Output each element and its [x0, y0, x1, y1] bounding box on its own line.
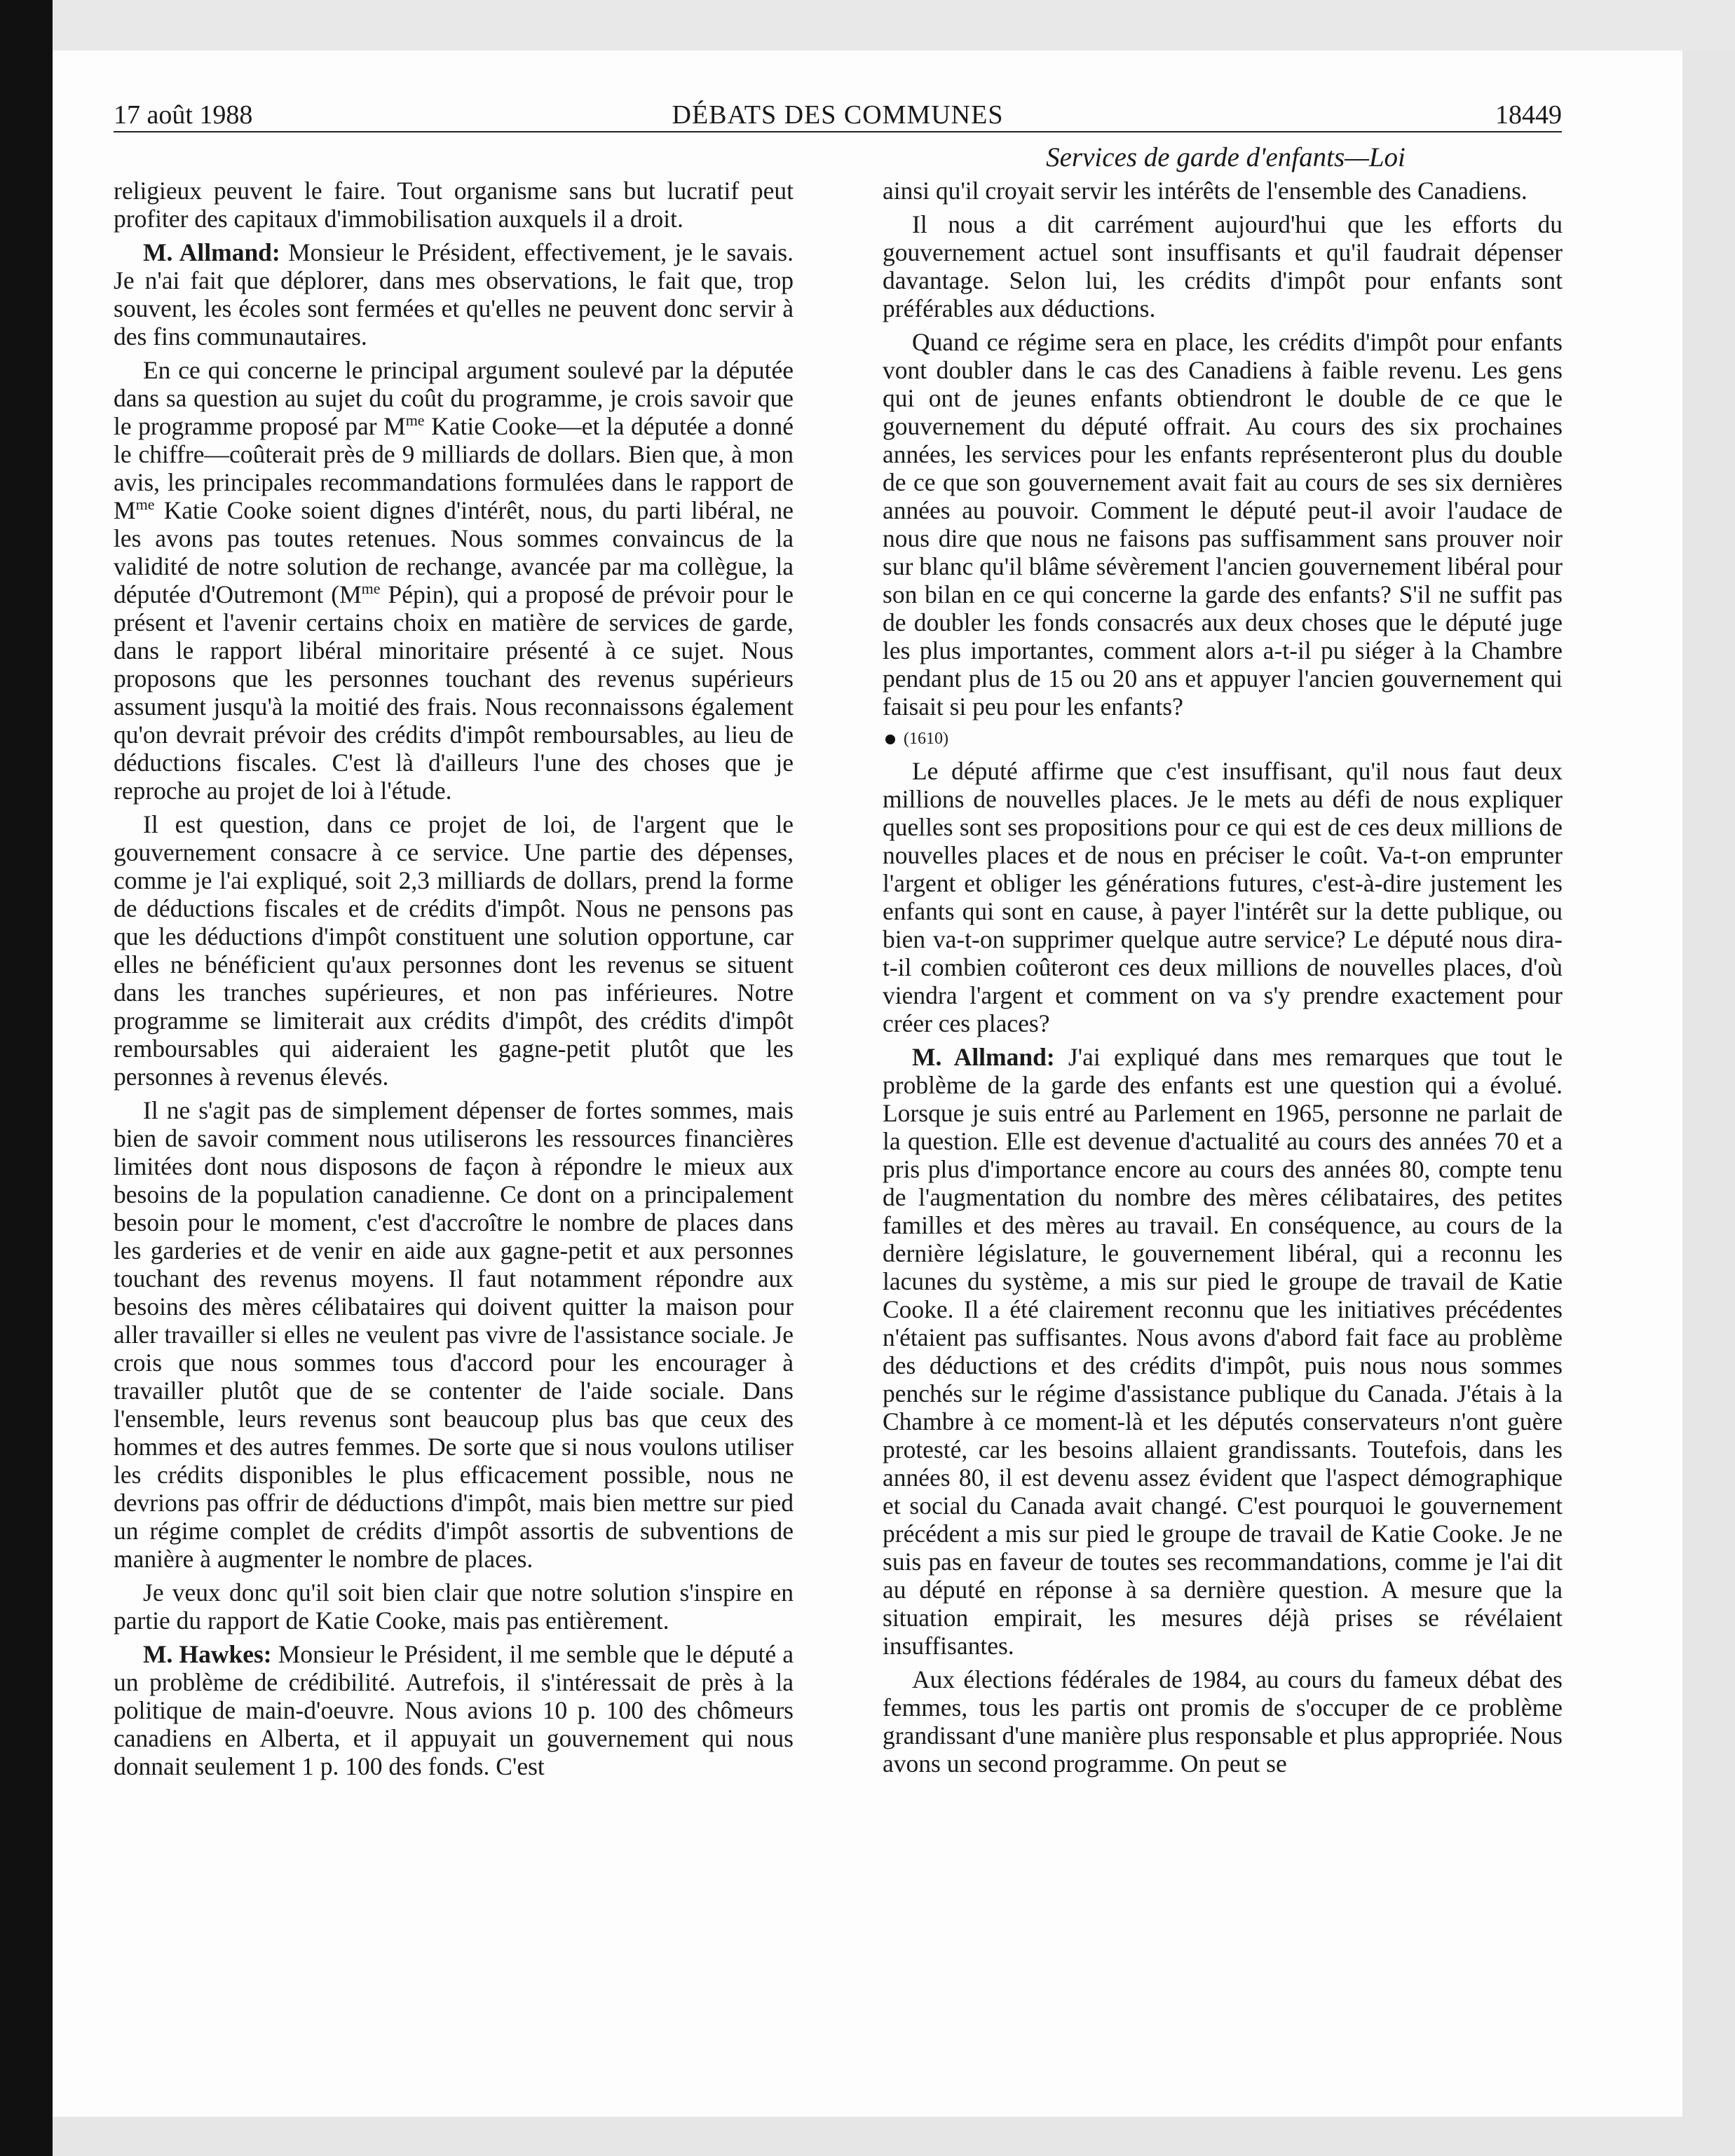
page-header [114, 98, 1562, 132]
paragraph: Quand ce régime sera en place, les crédits d'impôt pour enfants vont doubler dans le cas des Canadiens à faible revenu. Les gens qui ont de jeunes enfants obtiendront le double de ce que le gouvernement du député offrait. Au cours des six prochaines années, les services pour les enfants représenteront plus du double de ce que son gouvernement avait fait au cours de ses six dernières années au pouvoir. Comment le député peut-il avoir l'audace de nous dire que nous ne faisons pas suffisamment sans prouver noir sur blanc qu'il blâme sévèrement l'ancien gouvernement libéral pour son bilan en ce qui concerne la garde des enfants? S'il ne suffit pas de doubler les fonds consacrés aux deux choses que le député juge les plus importantes, comment alors a-t-il pu siéger à la Chambre pendant plus de 15 ou 20 ans et appuyer l'ancien gouvernement qui faisait si peu pour les enfants? [883, 328, 1563, 721]
scan-top-margin [0, 0, 1735, 50]
paragraph: Il ne s'agit pas de simplement dépenser de fortes sommes, mais bien de savoir comment nous utiliserons les ressources financières limitées dont nous disposons de façon à répondre le mieux aux besoins de la population canadienne. Ce dont on a principalement besoin pour le moment, c'est d'accroître le nombre de places dans les garderies et de venir en aide aux gagne-petit et aux personnes touchant des revenus moyens. Il faut notamment répondre aux besoins des mères célibataires qui doivent quitter la maison pour aller travailler si elles ne veulent pas vivre de l'assistance sociale. Je crois que nous sommes tous d'accord pour les encourager à travailler plutôt que de se contenter de l'aide sociale. Dans l'ensemble, leurs revenus sont beaucoup plus bas que ceux des hommes et des autres femmes. De sorte que si nous voulons utiliser les crédits disponibles le plus efficacement possible, nous ne devrions pas offrir de déductions d'impôt, mais bien mettre sur pied un régime complet de crédits d'impôt assortis de subventions de manière à augmenter le nombre de places. [114, 1096, 794, 1573]
header-title: DÉBATS DES COMMUNES [672, 100, 1004, 130]
time-marker: (1610) [883, 726, 1563, 751]
paragraph: Il est question, dans ce projet de loi, de l'argent que le gouvernement consacre à ce service. Une partie des dépenses, comme je l'ai expliqué, soit 2,3 milliards de dollars, prend la forme de déductions fiscales et de crédits d'impôt. Nous ne pensons pas que les déductions d'impôt constituent une solution opportune, car elles ne bénéficient qu'aux personnes dont les revenus se situent dans les tranches supérieures, et non pas inférieures. Notre programme se limiterait aux crédits d'impôt, des crédits d'impôt remboursables qui aideraient les gagne-petit plutôt que les personnes à revenus élevés. [114, 810, 794, 1091]
speaker-name: M. Allmand: [143, 238, 280, 266]
bullet-icon [885, 735, 895, 744]
paragraph: Je veux donc qu'il soit bien clair que notre solution s'inspire en partie du rapport de Katie Cooke, mais pas entièrement. [114, 1578, 794, 1635]
left-column [114, 177, 794, 1999]
header-rule [114, 131, 1562, 132]
scan-left-border [0, 0, 53, 2156]
paragraph: Il nous a dit carrément aujourd'hui que les efforts du gouvernement actuel sont insuffisants et qu'il faudrait dépenser davantage. Selon lui, les crédits d'impôt pour enfants sont préférables aux déductions. [883, 210, 1563, 322]
section-subtitle: Services de garde d'enfants—Loi [1046, 142, 1406, 172]
paragraph: Aux élections fédérales de 1984, au cours du fameux débat des femmes, tous les partis ont promis de s'occuper de ce problème grandissant d'une manière plus responsable et plus appropriée. Nous avons un second programme. On peut se [883, 1665, 1563, 1778]
header-page-number: 18449 [1495, 100, 1562, 130]
speaker-name: M. Hawkes: [143, 1640, 272, 1668]
paragraph: M. Allmand: Monsieur le Président, effectivement, je le savais. Je n'ai fait que déplorer, dans mes observations, le fait que, trop souvent, les écoles sont fermées et qu'elles ne peuvent donc servir à des fins communautaires. [114, 238, 794, 350]
paragraph: Le député affirme que c'est insuffisant, qu'il nous faut deux millions de nouvelles places. Je le mets au défi de nous expliquer quelles sont ses propositions pour ce qui est de ces deux millions de nouvelles places et de nous en préciser le coût. Va-t-on emprunter l'argent et obliger les générations futures, c'est-à-dire justement les enfants qui sont en cause, à payer l'intérêt sur la dette publique, ou bien va-t-on supprimer quelque autre service? Le député nous dira-t-il combien coûteront ces deux millions de nouvelles places, d'où viendra l'argent et comment on va s'y prendre exactement pour créer ces places? [883, 757, 1563, 1037]
speaker-name: M. Allmand: [912, 1043, 1055, 1071]
paragraph: religieux peuvent le faire. Tout organisme sans but lucratif peut profiter des capitaux d'immobilisation auxquels il a droit. [114, 177, 794, 233]
paragraph: ainsi qu'il croyait servir les intérêts de l'ensemble des Canadiens. [883, 177, 1528, 205]
paragraph: M. Allmand: J'ai expliqué dans mes remarques que tout le problème de la garde des enfants est une question qui a évolué. Lorsque je suis entré au Parlement en 1965, personne ne parlait de la question. Elle est devenue d'actualité au cours des années 70 et a pris plus d'importance encore au cours des années 80, compte tenu de l'augmentation du nombre des mères célibataires, des petites familles et des mères au travail. En conséquence, au cours de la dernière législature, le gouvernement libéral, qui a reconnu les lacunes du système, a mis sur pied le groupe de travail de Katie Cooke. Il a été clairement reconnu que les initiatives précédentes n'étaient pas suffisantes. Nous avons d'abord fait face au problème des déductions et des crédits d'impôt, puis nous nous sommes penchés sur le régime d'assistance publique du Canada. J'étais à la Chambre à ce moment-là et les députés conservateurs n'ont guère protesté, car les besoins allaient grandissants. Toutefois, dans les années 80, il est devenu assez évident que l'aspect démographique et social du Canada avait changé. C'est pourquoi le gouvernement précédent a mis sur pied le groupe de travail de Katie Cooke. Je ne suis pas en faveur de toutes ses recommandations, comme je l'ai dit au député en réponse à sa dernière question. A mesure que la situation empirait, les mesures déjà prises se révélaient insuffisantes. [883, 1043, 1563, 1660]
paragraph: M. Hawkes: Monsieur le Président, il me semble que le député a un problème de crédibilité. Autrefois, il s'intéressait de près à la politique de main-d'oeuvre. Nous avions 10 p. 100 des chômeurs canadiens en Alberta, et il appuyait un gouvernement qui nous donnait seulement 1 p. 100 des fonds. C'est [114, 1640, 794, 1780]
header-date: 17 août 1988 [114, 100, 253, 130]
paragraph: En ce qui concerne le principal argument soulevé par la députée dans sa question au sujet du coût du programme, je crois savoir que le programme proposé par $M^{me}$ Katie Cooke—et la députée a donné le chiffre—coûterait près de 9 milliards de dollars. Bien que, à mon avis, les principales recommandations formulées dans le rapport de $M^{me}$ Katie Cooke soient dignes d'intérêt, nous, du parti libéral, ne les avons pas toutes retenues. Nous sommes convaincus de la validité de notre solution de rechange, avancée par ma collègue, la députée d'Outremont ($M^{me}$ Pépin), qui a proposé de prévoir pour le présent et l'avenir certains choix en matière de services de garde, dans le rapport libéral minoritaire présenté à ce sujet. Nous proposons que les personnes touchant des revenus supérieurs assument jusqu'à la moitié des frais. Nous reconnaissons également qu'on devrait prévoir des crédits d'impôt remboursables, au lieu de déductions fiscales. C'est là d'ailleurs l'une des choses que je reproche au projet de loi à l'étude. [114, 356, 794, 805]
right-column [883, 177, 1563, 1999]
